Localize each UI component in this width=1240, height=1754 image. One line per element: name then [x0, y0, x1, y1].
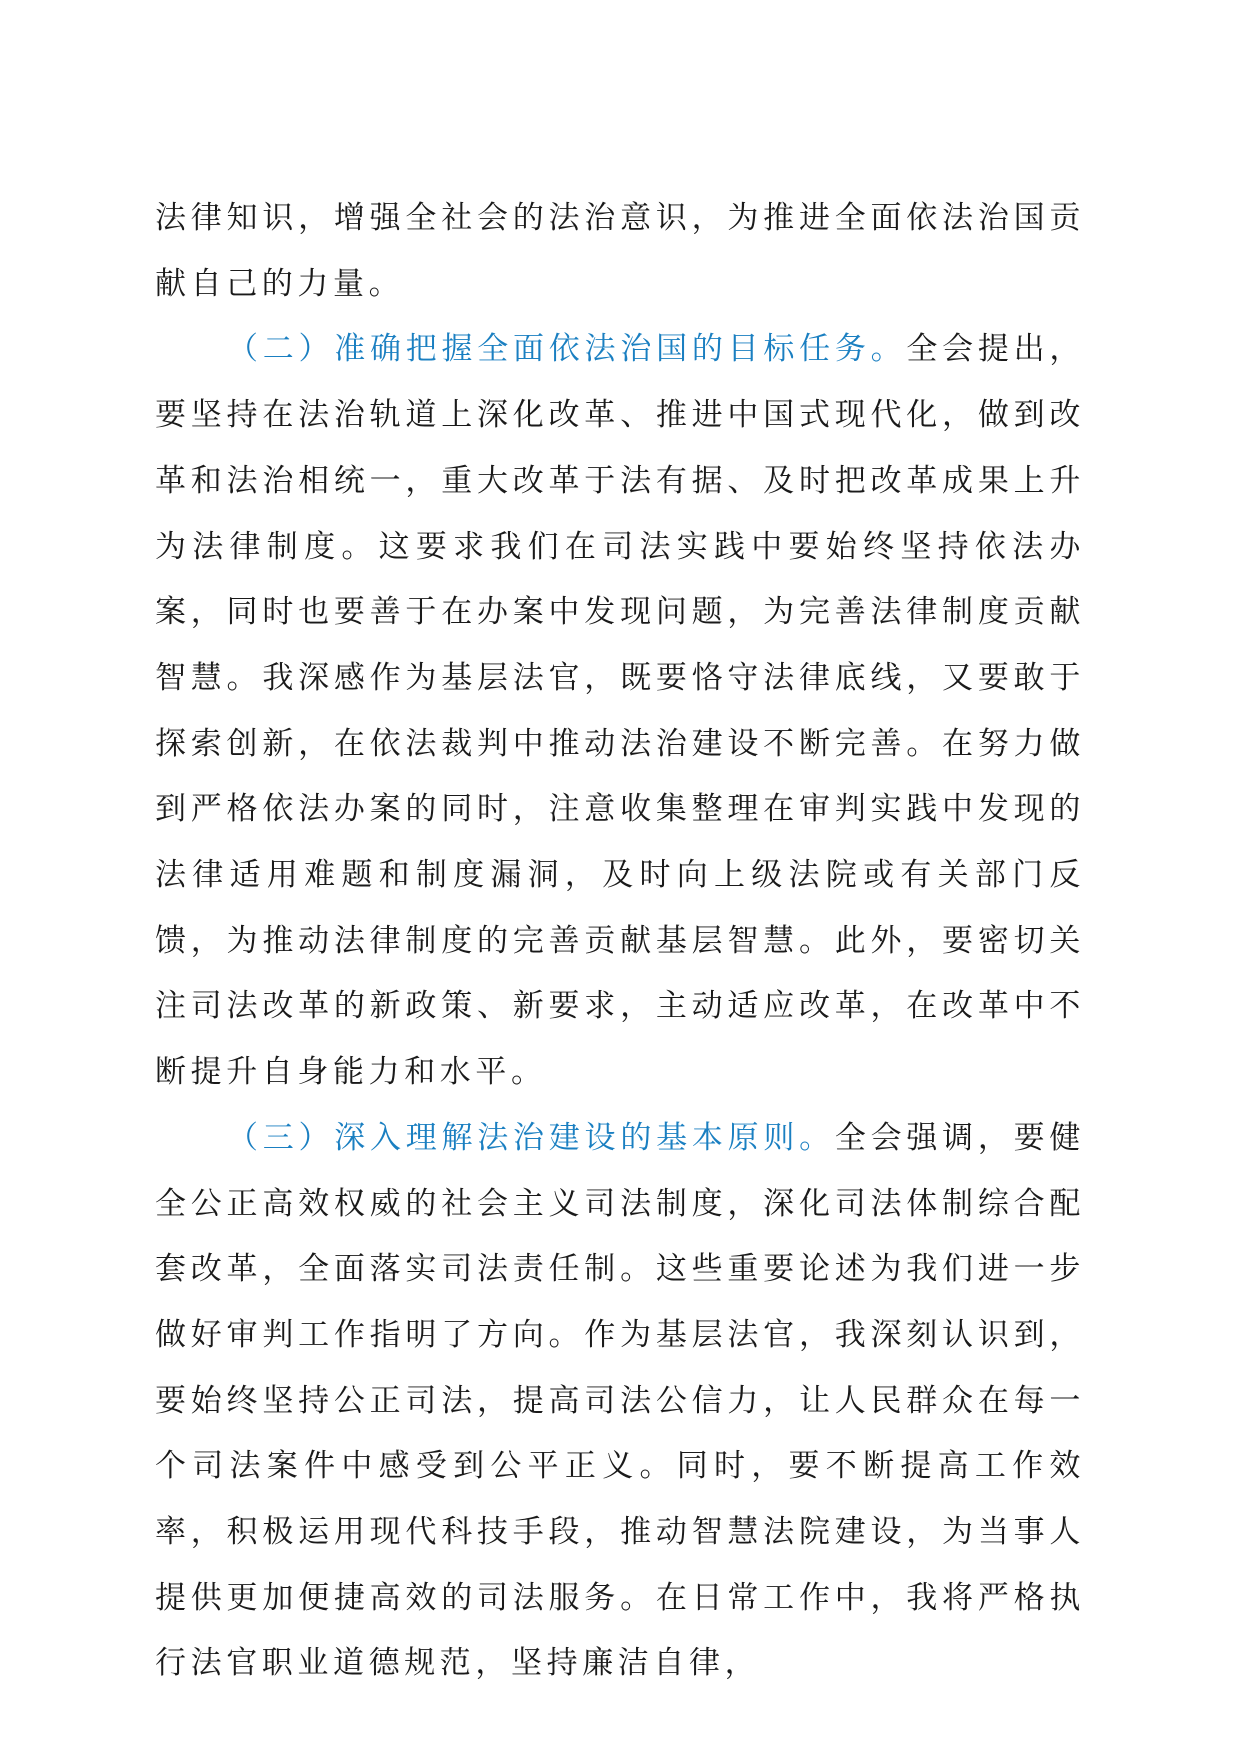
paragraph-continuation	[155, 186, 1085, 317]
paragraph-section-two	[155, 317, 1085, 1105]
paragraph-section-three	[155, 1106, 1085, 1697]
paragraph-1-text: 法律知识，增强全社会的法治意识，为推进全面依法治国贡献自己的力量。	[155, 200, 1085, 302]
section-three-text: 全会强调，要健全公正高效权威的社会主义司法制度，深化司法体制综合配套改革，全面落实司法责任制。这些重要论述为我们进一步做好审判工作指明了方向。作为基层法官，我深刻认识到，要始终坚持公正司法，提高司法公信力，让人民群众在每一个司法案件中感受到公平正义。同时，要不断提高工作效率，积极运用现代科技手段，推动智慧法院建设，为当事人提供更加便捷高效的司法服务。在日常工作中，我将严格执行法官职业道德规范，坚持廉洁自律，	[155, 1119, 1085, 1682]
section-two-heading: （二）准确把握全面依法治国的目标任务。	[227, 331, 907, 368]
section-three-heading: （三）深入理解法治建设的基本原则。	[227, 1119, 835, 1156]
section-two-text: 全会提出，要坚持在法治轨道上深化改革、推进中国式现代化，做到改革和法治相统一，重大改革于法有据、及时把改革成果上升为法律制度。这要求我们在司法实践中要始终坚持依法办案，同时也要善于在办案中发现问题，为完善法律制度贡献智慧。我深感作为基层法官，既要恪守法律底线，又要敢于探索创新，在依法裁判中推动法治建设不断完善。在努力做到严格依法办案的同时，注意收集整理在审判实践中发现的法律适用难题和制度漏洞，及时向上级法院或有关部门反馈，为推动法律制度的完善贡献基层智慧。此外，要密切关注司法改革的新政策、新要求，主动适应改革，在改革中不断提升自身能力和水平。	[155, 331, 1085, 1091]
document-body	[155, 186, 1085, 1697]
